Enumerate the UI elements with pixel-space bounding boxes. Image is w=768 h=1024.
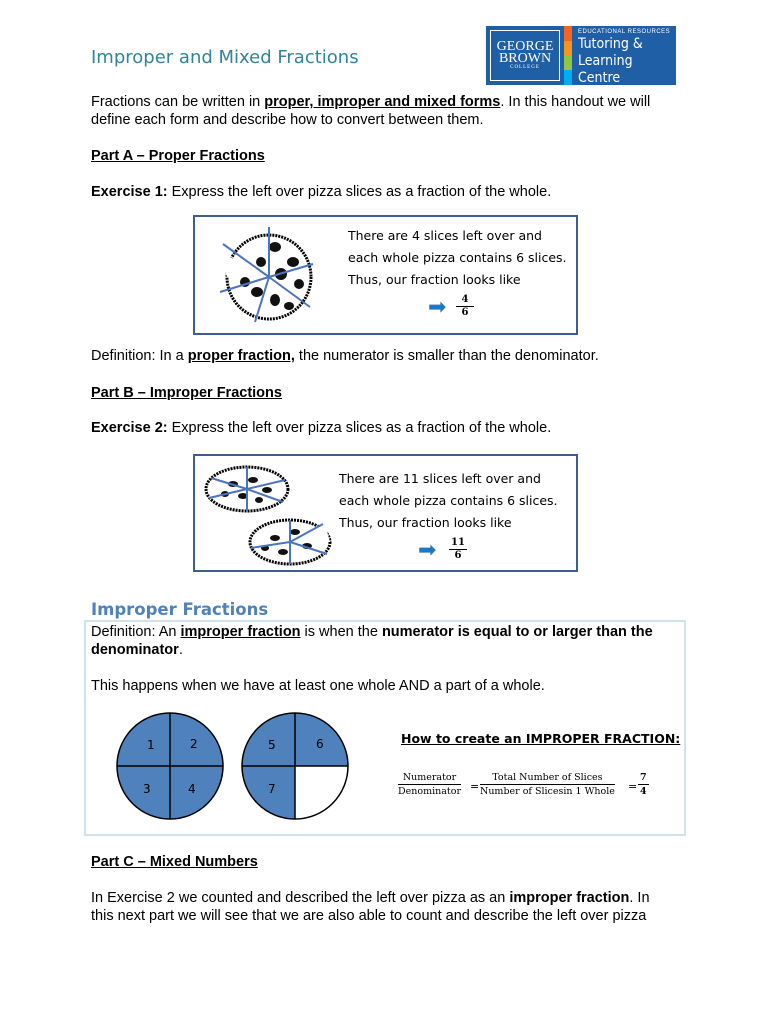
intro-pre: Fractions can be written in [91,94,265,110]
formula-result-denominator: 4 [640,786,647,797]
improper-def-emphasis: improper fraction [180,624,301,640]
part-c-line1-post: . In [629,890,650,906]
whole-circle [117,713,223,819]
logo-college-line2: BROWN [498,51,552,66]
exercise-1-line1: There are 4 slices left over and [348,228,542,243]
improper-happens: This happens when we have at least one whole AND a part of a whole. [91,678,545,694]
improper-def-end: . [178,642,183,658]
proper-definition-post: the numerator is smaller than the denominator. [294,348,599,364]
logo-stripes [564,26,572,85]
how-to-title: How to create an IMPROPER FRACTION: [401,731,681,746]
equals-sign-2: = [628,780,638,793]
improper-definition-line2 [91,641,183,659]
improper-def-bold: numerator is equal to or larger than the [381,624,653,640]
exercise-1-explanation [348,225,567,291]
logo-name-line1: Tutoring & [578,36,643,52]
part-c-line1-pre: In Exercise 2 we counted and described the left over pizza as an [91,890,510,906]
slice-label-6: 6 [316,737,324,751]
logo-college-line1: GEORGE [496,39,554,54]
part-c-heading: Part C – Mixed Numbers [91,854,258,870]
improper-def-mid: is when the [300,624,382,640]
improper-fraction-formula [398,772,658,804]
exercise-2-line3: Thus, our fraction looks like [339,515,512,530]
arrow-right-icon: ➡ [428,294,447,319]
proper-definition [91,347,599,365]
exercise-2-line1: There are 11 slices left over and [339,471,541,486]
exercise-1-label: Exercise 1: [91,184,168,200]
part-c-line2: this next part we will see that we are also able to count and describe the left over pizza [91,908,647,924]
formula-denominator-label: Denominator [398,786,461,797]
formula-slices-per-whole: Number of Slicesin 1 Whole [480,786,615,797]
exercise-2-box [193,454,578,572]
part-c-line1-emphasis: improper fraction [509,890,630,906]
exercise-2-numerator: 11 [449,537,467,550]
exercise-2-line2: each whole pizza contains 6 slices. [339,493,558,508]
exercise-2-label: Exercise 2: [91,420,168,436]
exercise-2-fraction [449,537,467,562]
slice-label-4: 4 [188,782,196,796]
exercise-2 [91,419,551,437]
logo-mark [490,30,560,81]
proper-definition-pre: Definition: In a [91,348,188,364]
proper-definition-emphasis: proper fraction, [187,348,295,364]
part-a-heading: Part A – Proper Fractions [91,148,265,164]
improper-def-bold2: denominator [91,642,179,658]
exercise-2-denominator: 6 [454,550,462,561]
arrow-right-icon: ➡ [418,537,437,562]
slice-label-5: 5 [268,738,276,752]
equals-sign: = [470,780,480,793]
intro-paragraph [91,93,650,111]
exercise-1-denominator: 6 [461,307,469,318]
intro-emphasis: proper, improper and mixed forms [264,94,501,110]
intro-post: . In this handout we will [500,94,651,110]
formula-result [638,772,649,797]
partial-circle [242,713,348,819]
page-title: Improper and Mixed Fractions [91,47,359,68]
formula-term-2 [480,772,615,797]
two-pizzas-icon [203,462,333,568]
exercise-1-text: Express the left over pizza slices as a fraction of the whole. [167,184,552,200]
logo-tagline: EDUCATIONAL RESOURCES [578,29,671,35]
exercise-1 [91,183,551,201]
slice-label-7: 7 [268,782,276,796]
slice-label-1: 1 [147,738,155,752]
part-b-heading: Part B – Improper Fractions [91,385,282,401]
formula-result-numerator: 7 [640,772,647,783]
logo-name-line2: Learning Centre [578,53,633,86]
exercise-1-line3: Thus, our fraction looks like [348,272,521,287]
improper-def-pre: Definition: An [91,624,181,640]
exercise-1-box [193,215,578,335]
exercise-1-fraction [456,294,474,319]
slice-label-2: 2 [190,737,198,751]
exercise-1-numerator: 4 [456,294,474,307]
exercise-2-explanation [339,468,558,534]
george-brown-logo [486,26,676,85]
slice-label-3: 3 [143,782,151,796]
fraction-circles-diagram [112,707,357,825]
pizza-left-over-icon [215,222,320,327]
improper-definition [91,623,691,641]
improper-fractions-heading: Improper Fractions [91,600,269,619]
formula-term-1 [398,772,461,797]
formula-numerator-label: Numerator [398,772,461,785]
formula-total-slices: Total Number of Slices [480,772,615,785]
exercise-2-text: Express the left over pizza slices as a fraction of the whole. [167,420,552,436]
part-c-line1 [91,889,650,907]
intro-line2: define each form and describe how to convert between them. [91,112,484,128]
logo-college-line3: COLLEGE [510,65,540,70]
exercise-1-line2: each whole pizza contains 6 slices. [348,250,567,265]
